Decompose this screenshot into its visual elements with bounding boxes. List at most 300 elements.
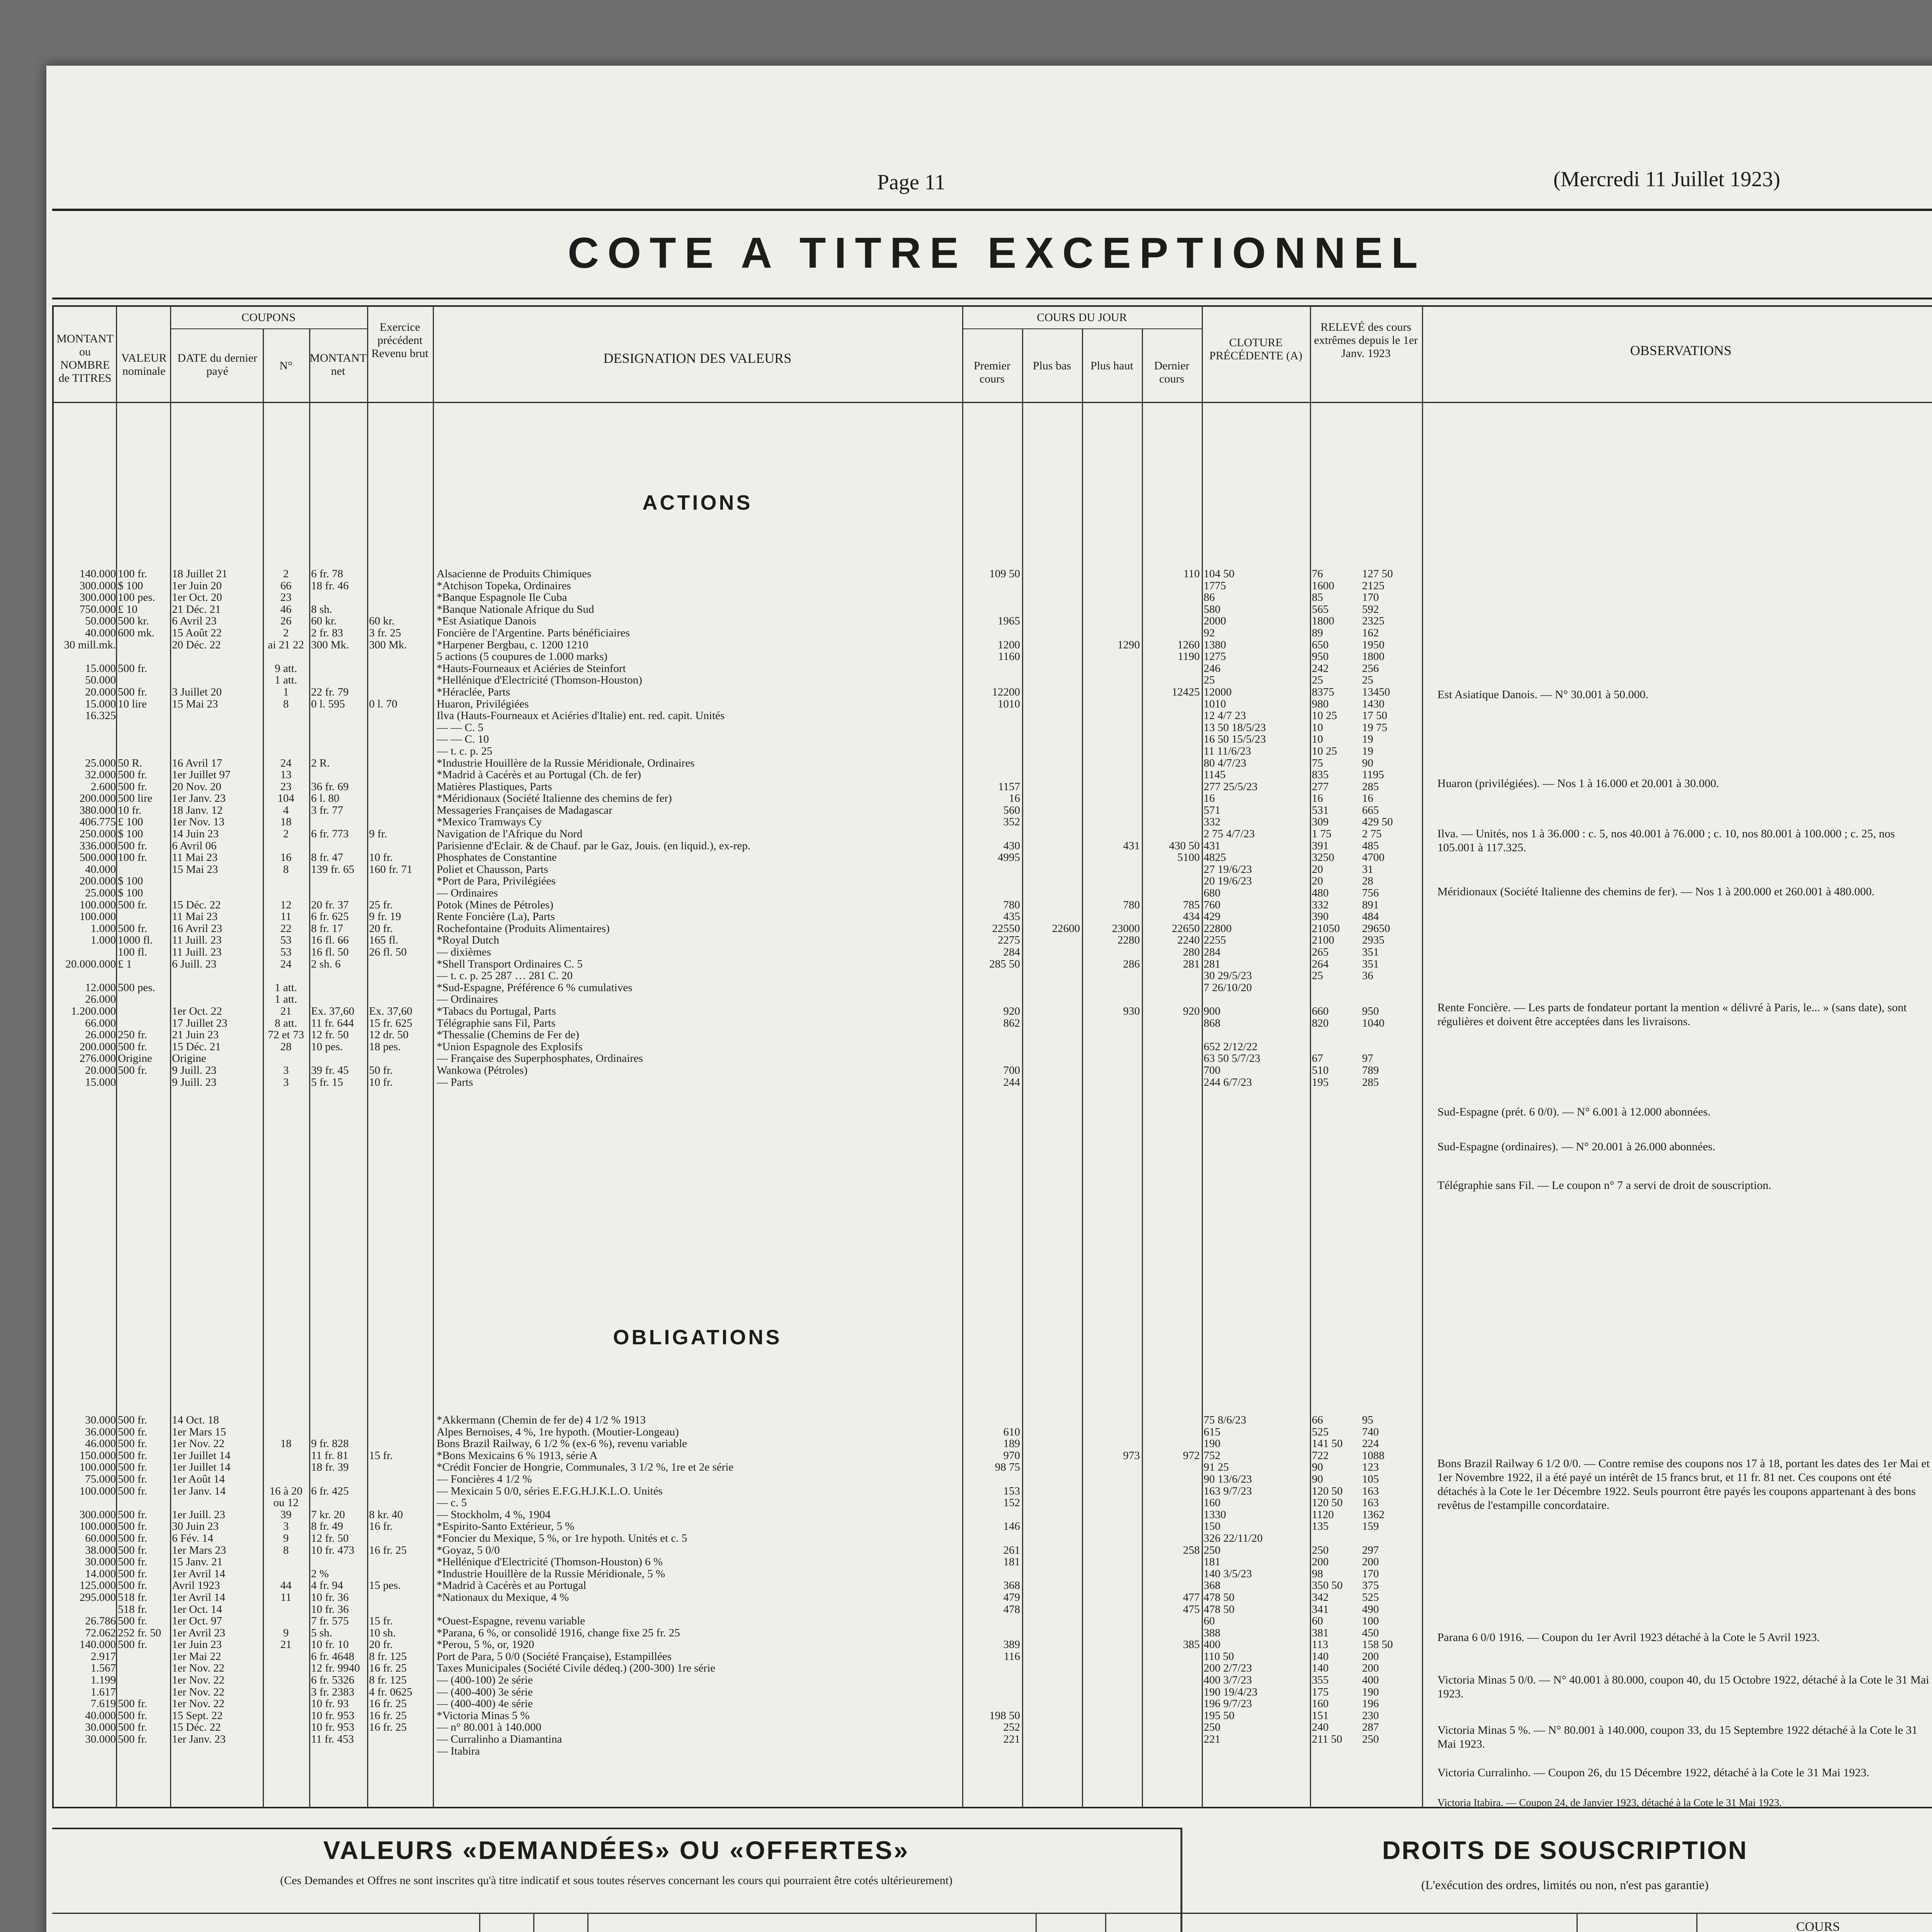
cell-valeur: 500 fr. <box>118 1461 147 1473</box>
col-valeur: VALEUR nominale <box>121 352 167 378</box>
cell-exercice <box>369 1485 433 1497</box>
cell-releve <box>1312 710 1420 722</box>
cell-num: 1 att. <box>275 674 297 686</box>
cell-premier: 116 <box>1003 1650 1020 1663</box>
releve-high: 285 <box>1362 1076 1379 1088</box>
val-right-sep <box>1180 1828 1182 1932</box>
cell-plus-haut <box>1084 663 1140 675</box>
cell-plus-bas <box>1024 722 1080 734</box>
cell-valeur <box>118 970 170 982</box>
cell-net: 139 fr. 65 <box>311 863 354 876</box>
cell-plus-haut: 23000 <box>1112 922 1140 935</box>
cell-plus-haut <box>1084 1556 1140 1568</box>
valeurs-title: VALEURS «DEMANDÉES» OU «OFFERTES» <box>323 1836 910 1864</box>
cell-plus-haut <box>1084 970 1140 982</box>
cell-exercice <box>369 781 433 793</box>
cell-plus-haut <box>1084 604 1140 616</box>
cell-dernier: 972 <box>1183 1449 1200 1462</box>
cell-net: 6 fr. 5326 <box>311 1674 354 1686</box>
cell-num <box>263 651 309 663</box>
cell-valeur <box>118 1745 170 1757</box>
cell-releve <box>1312 568 1420 580</box>
cell-net: 6 fr. 78 <box>311 568 343 580</box>
cell-net: 3 fr. 2383 <box>311 1686 354 1698</box>
cell-montant: 500.000 <box>79 852 116 864</box>
cell-num: 23 <box>280 592 292 604</box>
cell-releve <box>1312 769 1420 781</box>
obligations-plus-bas-col <box>1024 1414 1080 1757</box>
cell-net: 5 fr. 15 <box>311 1076 343 1088</box>
cell-plus-haut <box>1084 1604 1140 1616</box>
cell-plus-bas <box>1024 674 1080 686</box>
cell-premier <box>964 1041 1020 1053</box>
cell-montant: 14.000 <box>85 1568 116 1580</box>
cell-exercice: 15 fr. <box>369 1615 393 1627</box>
cell-net <box>311 722 367 734</box>
cell-plus-haut <box>1084 733 1140 745</box>
cell-num: 11 <box>281 911 291 923</box>
cell-plus-bas <box>1024 958 1080 970</box>
cell-dernier <box>1144 1686 1200 1698</box>
cell-num: 53 <box>280 946 292 958</box>
cell-cloture: 195 50 <box>1204 1709 1235 1722</box>
releve-high: 450 <box>1362 1627 1379 1639</box>
cell-date: 9 Juill. 23 <box>172 1064 217 1077</box>
cell-dernier <box>1144 1721 1200 1733</box>
cell-releve <box>1312 1639 1420 1651</box>
cell-date: 1er Avril 14 <box>172 1591 225 1604</box>
cell-dernier: 110 <box>1183 568 1200 580</box>
cell-montant: 26.000 <box>85 993 116 1005</box>
cell-releve <box>1312 1662 1420 1674</box>
cell-designation: *Crédit Foncier de Hongrie, Communales, 3 1/2 %, 1re et 2e série <box>437 1461 734 1473</box>
cell-plus-bas <box>1024 1077 1080 1088</box>
releve-high: 2125 <box>1362 580 1384 592</box>
cell-releve <box>1312 1580 1420 1592</box>
cours-rule <box>962 328 1202 329</box>
cell-plus-haut <box>1084 580 1140 592</box>
cell-premier <box>964 828 1020 840</box>
releve-high: 200 <box>1362 1650 1379 1663</box>
cell-exercice: 16 fr. 25 <box>369 1698 407 1710</box>
cell-date: 11 Juill. 23 <box>172 946 222 958</box>
cell-num <box>263 1426 309 1438</box>
droits-title: DROITS DE SOUSCRIPTION <box>1382 1836 1748 1864</box>
actions-exo-col <box>369 568 433 1088</box>
cell-exercice <box>369 1745 433 1757</box>
cell-date: 15 Déc. 21 <box>172 1041 221 1053</box>
obs-curralinho: Victoria Curralinho. — Coupon 26, du 15 Décembre 1922, détaché à la Cote le 31 Mai 1923. <box>1437 1766 1869 1779</box>
cell-cloture: 75 8/6/23 <box>1204 1414 1247 1426</box>
obligations-plus-haut-col <box>1084 1414 1140 1757</box>
releve-high: 95 <box>1362 1414 1373 1426</box>
cell-valeur: 500 fr. <box>118 1615 147 1627</box>
cell-montant: 406.775 <box>79 816 116 828</box>
col-sep <box>1082 328 1083 1808</box>
cell-net: 39 fr. 45 <box>311 1064 349 1077</box>
cell-premier: 368 <box>1003 1580 1020 1592</box>
cell-plus-bas <box>1024 769 1080 781</box>
cell-valeur: 500 fr. <box>118 1556 147 1568</box>
cell-dernier <box>1144 864 1200 876</box>
releve-high: 891 <box>1362 899 1379 911</box>
cell-plus-haut <box>1084 1627 1140 1639</box>
cell-releve <box>1312 899 1420 911</box>
cell-net: 0 l. 595 <box>311 698 345 710</box>
cell-releve <box>1312 1017 1420 1029</box>
cell-valeur: 100 pes. <box>118 592 155 604</box>
cell-releve <box>1312 864 1420 876</box>
cell-designation: — n° 80.001 à 140.000 <box>437 1721 541 1734</box>
cell-cloture: 16 <box>1204 793 1215 804</box>
releve-high: 28 <box>1362 875 1373 888</box>
releve-low: 510 <box>1312 1064 1329 1077</box>
cell-dernier: 12425 <box>1172 686 1200 698</box>
cell-num: 16 <box>280 852 292 864</box>
cell-cloture: 7 26/10/20 <box>1204 981 1252 994</box>
cell-num <box>263 1604 309 1616</box>
cell-exercice: 10 fr. <box>369 1076 393 1088</box>
releve-high: 1430 <box>1362 698 1384 710</box>
cell-valeur: 500 fr. <box>118 1709 147 1722</box>
cell-premier <box>964 663 1020 675</box>
cell-premier: 970 <box>1003 1449 1020 1462</box>
cell-plus-haut <box>1084 627 1140 639</box>
cell-releve <box>1312 1568 1420 1580</box>
cell-date: 1er Oct. 20 <box>172 592 222 604</box>
cell-premier: 479 <box>1003 1591 1020 1604</box>
cell-plus-haut <box>1084 1520 1140 1532</box>
cell-num: 21 <box>280 1005 292 1017</box>
cell-exercice: 12 dr. 50 <box>369 1029 409 1041</box>
cell-plus-bas <box>1024 1497 1080 1509</box>
cell-net <box>311 993 367 1005</box>
cell-designation: Rochefontaine (Produits Alimentaires) <box>437 922 610 935</box>
releve-low: 1600 <box>1312 580 1334 592</box>
cell-num: 21 <box>280 1639 292 1651</box>
cell-date: 1er Nov. 22 <box>172 1686 224 1698</box>
cell-montant <box>54 1745 116 1757</box>
cell-dernier <box>1144 615 1200 627</box>
releve-high: 127 50 <box>1362 568 1393 580</box>
cell-releve <box>1312 757 1420 769</box>
cell-premier: 2275 <box>998 934 1020 946</box>
releve-low: 16 <box>1312 793 1323 804</box>
releve-high: 230 <box>1362 1709 1379 1722</box>
cell-plus-haut: 286 <box>1123 958 1140 970</box>
cell-date: 18 Juillet 21 <box>172 568 228 580</box>
obs-sud-espagne-ord: Sud-Espagne (ordinaires). — N° 20.001 à 26.000 abonnées. <box>1437 1140 1716 1153</box>
releve-low: 151 <box>1312 1709 1329 1722</box>
cell-releve <box>1312 627 1420 639</box>
cell-montant <box>54 1497 116 1509</box>
cell-dernier <box>1144 1041 1200 1053</box>
cell-dernier: 430 50 <box>1169 840 1200 852</box>
cell-dernier <box>1144 793 1200 804</box>
cell-valeur: 100 fr. <box>118 568 147 580</box>
releve-low: 60 <box>1312 1615 1323 1627</box>
cell-plus-bas <box>1024 911 1080 923</box>
cell-valeur: $ 100 <box>118 887 143 899</box>
cell-designation: *Est Asiatique Danois <box>437 615 536 627</box>
cell-net: 300 Mk. <box>311 639 349 651</box>
cell-plus-bas <box>1024 733 1080 745</box>
cell-net <box>311 1745 367 1757</box>
obs-ilva: Ilva. — Unités, nos 1 à 36.000 : c. 5, nos 40.001 à 76.000 ; c. 10, nos 80.001 à 100.000 ; c. 25, nos 105.001 à 117.325. <box>1437 827 1895 854</box>
cell-date: 20 Déc. 22 <box>172 639 221 651</box>
cell-designation: *Mexico Tramways Cy <box>437 816 542 828</box>
releve-low: 980 <box>1312 698 1329 710</box>
obs-victoria-1: Victoria Minas 5 0/0. — N° 40.001 à 80.000, coupon 40, du 15 Octobre 1922, détaché à la Cote le 31 Mai 1923. <box>1437 1673 1929 1700</box>
cell-exercice: 20 fr. <box>369 922 393 935</box>
releve-high: 400 <box>1362 1674 1379 1686</box>
cell-plus-haut <box>1084 982 1140 994</box>
cell-releve <box>1312 970 1420 982</box>
cell-montant: 36.000 <box>85 1426 116 1438</box>
releve-high: 1195 <box>1362 769 1384 781</box>
releve-low: 20 <box>1312 863 1323 876</box>
cell-premier <box>964 1509 1020 1521</box>
cell-dernier <box>1144 1615 1200 1627</box>
cell-net <box>311 1556 367 1568</box>
cell-plus-bas <box>1024 651 1080 663</box>
cell-num: 18 <box>280 1438 292 1450</box>
cell-cloture: 12000 <box>1204 686 1232 698</box>
cell-releve <box>1312 1077 1420 1088</box>
cell-plus-bas <box>1024 1580 1080 1592</box>
cell-num <box>263 745 309 757</box>
actions-cloture-col <box>1204 568 1308 1088</box>
cell-net: 5 sh. <box>311 1627 332 1639</box>
cell-exercice <box>369 1473 433 1485</box>
cell-num <box>263 1674 309 1686</box>
cell-net <box>311 674 367 686</box>
cell-exercice <box>369 757 433 769</box>
cell-montant: 200.000 <box>79 875 116 888</box>
cell-plus-haut <box>1084 651 1140 663</box>
obligations-designation-col <box>437 1414 960 1757</box>
obs-bons-brazil: Bons Brazil Railway 6 1/2 0/0. — Contre remise des coupons nos 17 à 18, portant les dates des 1er Mai et 1er Novembre 1922, il a été payé un intérêt de 15 francs brut, et 11 fr. 81 net. Ces coupons ont été détachés à la Cote le 1er Décembre 1922. Seuls pourront être payés les coupons appartenant à des bons revêtus de l'estampille concordataire. <box>1437 1457 1930 1512</box>
cell-cloture: 752 <box>1204 1449 1221 1462</box>
cell-designation: *Goyaz, 5 0/0 <box>437 1544 500 1556</box>
cell-cloture: 4825 <box>1204 852 1226 864</box>
obs-parana: Parana 6 0/0 1916. — Coupon du 1er Avril 1923 détaché à la Cote le 5 Avril 1923. <box>1437 1631 1820 1644</box>
cell-dernier <box>1144 887 1200 899</box>
cell-date: 1er Nov. 13 <box>172 816 224 828</box>
coupons-rule <box>170 328 367 329</box>
cell-montant: 30.000 <box>85 1556 116 1568</box>
cell-cloture: 190 19/4/23 <box>1204 1686 1258 1698</box>
cell-plus-bas <box>1024 1686 1080 1698</box>
obligations-cloture-col <box>1204 1414 1308 1757</box>
cell-dernier <box>1144 1662 1200 1674</box>
cell-date: 30 Juin 23 <box>172 1520 219 1532</box>
cell-num: 28 <box>280 1041 292 1053</box>
cell-exercice: 10 fr. <box>369 852 393 864</box>
cell-cloture: 250 <box>1204 1721 1221 1734</box>
cell-valeur: 1000 fl. <box>118 934 153 946</box>
cell-net: 8 sh. <box>311 603 332 616</box>
cell-premier: 198 50 <box>989 1709 1020 1722</box>
cell-plus-haut <box>1084 828 1140 840</box>
cell-date: 3 Juillet 20 <box>172 686 222 698</box>
cell-designation: *Madrid à Cacérès et au Portugal <box>437 1580 587 1592</box>
cell-plus-bas <box>1024 793 1080 804</box>
cell-plus-bas <box>1024 804 1080 816</box>
cell-valeur: 500 fr. <box>118 1639 147 1651</box>
cell-net: 7 kr. 20 <box>311 1509 345 1521</box>
cell-cloture: 580 <box>1204 603 1221 616</box>
releve-low: 160 <box>1312 1698 1329 1710</box>
cell-net <box>311 1473 367 1485</box>
cell-exercice: 16 fr. 25 <box>369 1721 407 1734</box>
cell-net: 3 fr. 77 <box>311 804 343 816</box>
cell-dernier <box>1144 781 1200 793</box>
cell-num: 1 <box>283 686 289 698</box>
cell-valeur <box>118 1662 170 1674</box>
releve-low: 175 <box>1312 1686 1329 1698</box>
cell-dernier <box>1144 1414 1200 1426</box>
cell-releve <box>1312 1485 1420 1497</box>
releve-low: 531 <box>1312 804 1329 816</box>
cell-montant: 26.000 <box>85 1029 116 1041</box>
cell-num: 3 <box>283 1076 289 1088</box>
cell-date: 1er Mars 23 <box>172 1544 226 1556</box>
cell-montant: 300.000 <box>79 580 116 592</box>
cell-designation: — Curralinho a Diamantina <box>437 1733 562 1745</box>
cell-num: 8 <box>283 698 289 710</box>
val-sep <box>533 1913 534 1932</box>
cell-plus-bas <box>1024 1509 1080 1521</box>
cell-num: 8 <box>283 1544 289 1556</box>
cell-net: 18 fr. 46 <box>311 580 349 592</box>
cell-designation: — t. c. p. 25 <box>437 745 493 757</box>
cell-designation: *Espirito-Santo Extérieur, 5 % <box>437 1520 575 1532</box>
releve-low: 135 <box>1312 1520 1329 1532</box>
releve-high: 4700 <box>1362 852 1384 864</box>
cell-cloture: 11 11/6/23 <box>1204 745 1251 757</box>
cell-dernier <box>1144 1065 1200 1077</box>
cell-designation: *Royal Dutch <box>437 934 499 946</box>
cell-net: 4 fr. 94 <box>311 1580 343 1592</box>
cell-cloture: 13 50 18/5/23 <box>1204 721 1266 734</box>
cell-valeur: $ 100 <box>118 828 143 840</box>
cell-num: 39 <box>280 1509 292 1521</box>
cell-valeur <box>118 639 170 651</box>
cell-designation: Poliet et Chausson, Parts <box>437 863 548 876</box>
cell-montant: 100.000 <box>79 1520 116 1532</box>
cell-plus-bas <box>1024 875 1080 887</box>
cell-releve <box>1312 1509 1420 1521</box>
releve-low: 341 <box>1312 1603 1329 1616</box>
cell-releve <box>1312 1745 1420 1757</box>
cell-releve <box>1312 745 1420 757</box>
cell-plus-bas <box>1024 1745 1080 1757</box>
header-rule <box>52 402 1932 403</box>
cell-releve <box>1312 1065 1420 1077</box>
cell-plus-haut <box>1084 1461 1140 1473</box>
cell-date: 1er Juin 23 <box>172 1639 222 1651</box>
cell-exercice <box>369 1414 433 1426</box>
cell-date: 1er Nov. 22 <box>172 1662 224 1675</box>
cell-dernier <box>1144 1733 1200 1745</box>
cell-releve <box>1312 1053 1420 1065</box>
cell-plus-haut <box>1084 674 1140 686</box>
cell-net: 16 fl. 66 <box>311 934 349 946</box>
cell-cloture: 332 <box>1204 816 1221 828</box>
cell-dernier: 2240 <box>1177 934 1200 946</box>
cell-valeur: 500 fr. <box>118 1449 147 1462</box>
releve-low: 660 <box>1312 1005 1329 1017</box>
cell-releve <box>1312 604 1420 616</box>
cell-designation: *Hauts-Fourneaux et Aciéries de Steinfort <box>437 662 626 675</box>
cell-num <box>263 710 309 722</box>
releve-low: 277 <box>1312 781 1329 793</box>
cell-net <box>311 982 367 994</box>
cell-exercice <box>369 1733 433 1745</box>
cell-designation: — (400-100) 2e série <box>437 1674 533 1686</box>
cell-plus-haut <box>1084 1414 1140 1426</box>
cell-date: 1er Juillet 14 <box>172 1449 231 1462</box>
cell-num: 66 <box>280 580 292 592</box>
cell-premier <box>964 1662 1020 1674</box>
cell-valeur: 500 fr. <box>118 1568 147 1580</box>
releve-low: 1 75 <box>1312 828 1332 840</box>
cell-num: 1 att. <box>275 993 297 1005</box>
cell-exercice <box>369 1438 433 1450</box>
cell-premier: 285 50 <box>989 958 1020 970</box>
cell-montant: 100.000 <box>79 911 116 923</box>
releve-low: 565 <box>1312 603 1329 616</box>
cell-montant: 40.000 <box>85 1709 116 1722</box>
cell-designation: Bons Brazil Railway, 6 1/2 % (ex-6 %), revenu variable <box>437 1438 687 1450</box>
cell-plus-haut <box>1084 1674 1140 1686</box>
cell-net: 12 fr. 50 <box>311 1532 349 1544</box>
cell-net: 20 fr. 37 <box>311 899 349 911</box>
cell-num <box>263 1473 309 1485</box>
cell-releve <box>1312 1029 1420 1041</box>
cell-num <box>263 840 309 852</box>
obs-est-asiatique: Est Asiatique Danois. — N° 30.001 à 50.000. <box>1437 688 1649 701</box>
cell-plus-haut <box>1084 1615 1140 1627</box>
col-premier: Premier cours <box>974 359 1010 385</box>
cell-plus-bas <box>1024 698 1080 710</box>
cell-num <box>263 887 309 899</box>
cell-premier <box>964 1568 1020 1580</box>
cell-num: 2 <box>283 828 289 840</box>
col-coupons: COUPONS <box>241 311 296 324</box>
cell-date: 1er Janv. 23 <box>172 1733 226 1745</box>
cell-plus-haut <box>1084 1710 1140 1722</box>
cell-designation: *Foncier du Mexique, 5 %, or 1re hypoth. Unités et c. 5 <box>437 1532 687 1544</box>
cell-dernier <box>1144 1473 1200 1485</box>
cell-valeur: 500 fr. <box>118 840 147 852</box>
cell-dernier <box>1144 1580 1200 1592</box>
cell-valeur <box>118 1651 170 1663</box>
cell-montant: 7.619 <box>90 1698 116 1710</box>
cell-releve <box>1312 592 1420 604</box>
releve-high: 19 <box>1362 733 1373 745</box>
releve-low: 265 <box>1312 946 1329 958</box>
cell-valeur: 252 fr. 50 <box>118 1627 161 1639</box>
cell-dernier <box>1144 733 1200 745</box>
cell-cloture: 22800 <box>1204 922 1232 935</box>
cell-num <box>263 1710 309 1722</box>
cell-net <box>311 816 367 828</box>
releve-high: 1088 <box>1362 1449 1384 1462</box>
actions-num-col <box>263 568 309 1088</box>
cell-designation: — Française des Superphosphates, Ordinaires <box>437 1053 643 1065</box>
